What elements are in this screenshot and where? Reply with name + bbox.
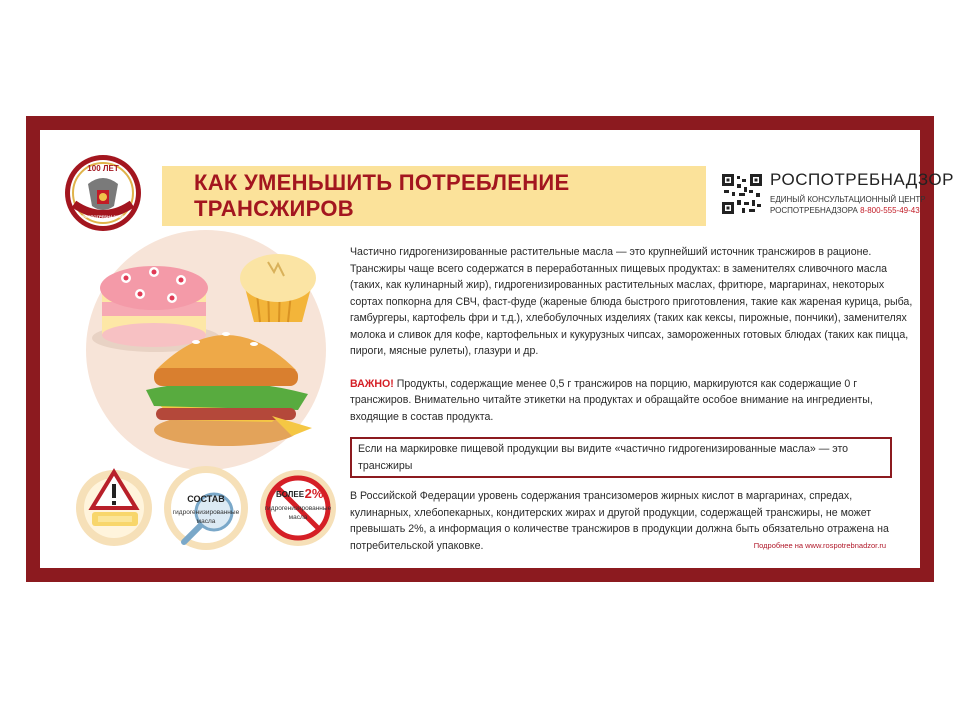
important-text: Продукты, содержащие менее 0,5 г трансжиров на порцию, маркируются как содержащие 0 г трансжиров. Внимательно читайте этикетки на продуктах и обращайте особое внимание на ингредиенты, входящие в состав продукта. [350,377,873,423]
poster-card [40,130,954,568]
important-label: ВАЖНО! [350,377,394,390]
title-banner [162,166,706,226]
emblem-top-text: 100 ЛЕТ [87,164,119,173]
org-name: РОСПОТРЕБНАДЗОР [770,170,954,189]
paragraph-important [350,376,916,426]
org-line2: РОСПОТРЕБНАДЗОРА [770,206,858,215]
org-subtitle [770,194,954,216]
org-block [770,170,954,216]
paragraph-regulation: В Российской Федерации уровень содержания трансизомеров жирных кислот в маргаринах, спредах, кулинарных, хлебопекарных, кондитерских жирах и другой продукции, содержащей трансжиры, не может превышать 2%, а информация о количестве трансжиров в продукции должна быть обязательно отражена на потребительской упаковке. [350,490,889,552]
callout-box: Если на маркировке пищевой продукции вы видите «частично гидрогенизированные масла» — это трансжиры [350,437,892,478]
illustration-panel [76,240,336,560]
page-title: КАК УМЕНЬШИТЬ ПОТРЕБЛЕНИЕ ТРАНСЖИРОВ [194,170,570,221]
emblem-bottom-text: РОСПОТРЕБНАДЗОР [81,214,125,219]
rospotrebnadzor-emblem-icon [64,154,142,232]
qr-code-icon [722,174,762,214]
org-phone: 8-800-555-49-43 [860,206,920,215]
over-limit-prefix: БОЛЕЕ [275,490,305,499]
over-limit-line1: гидрогенизированные [264,505,332,512]
more-info-link[interactable]: Подробнее на www.rospotrebnadzor.ru [753,541,886,550]
warning-circle [76,470,152,546]
composition-circle [164,466,248,550]
over-limit-line2: масла [288,514,308,521]
composition-title: СОСТАВ [187,494,225,504]
org-line1: ЕДИНЫЙ КОНСУЛЬТАЦИОННЫЙ ЦЕНТР [770,195,926,204]
cupcake-icon [240,254,316,322]
over-limit-value: 2% [304,486,324,501]
paragraph-sources: Частично гидрогенизированные растительные масла — это крупнейший источник трансжиров в рационе. Трансжиры чаще всего содержатся в переработанных пищевых продуктах: в заменителях сливочного масла (таких, как кулинарный жир), гидрогенизированных растительных маслах, фритюре, маргаринах, некоторых сортах попкорна для СВЧ, фаст-фуде (жареные блюда быстрого приготовления, такие как жареная курица, рыба, гамбургеры, картофель фри и т.д.), хлебобулочных изделиях (таких как кексы, пирожные, пончики), заменителях молока и сливок для кофе, картофельных и кукурузных чипсах, замороженных готовых блюдах (таких как пицца, пироги, мясные рулеты), глазури и др. [350,246,913,357]
cake-icon [92,266,220,352]
article-body [350,244,916,554]
composition-line1: гидрогенизированные [172,509,240,516]
over-limit-circle [260,470,336,546]
composition-line2: масла [196,518,216,525]
poster-frame [26,116,954,582]
